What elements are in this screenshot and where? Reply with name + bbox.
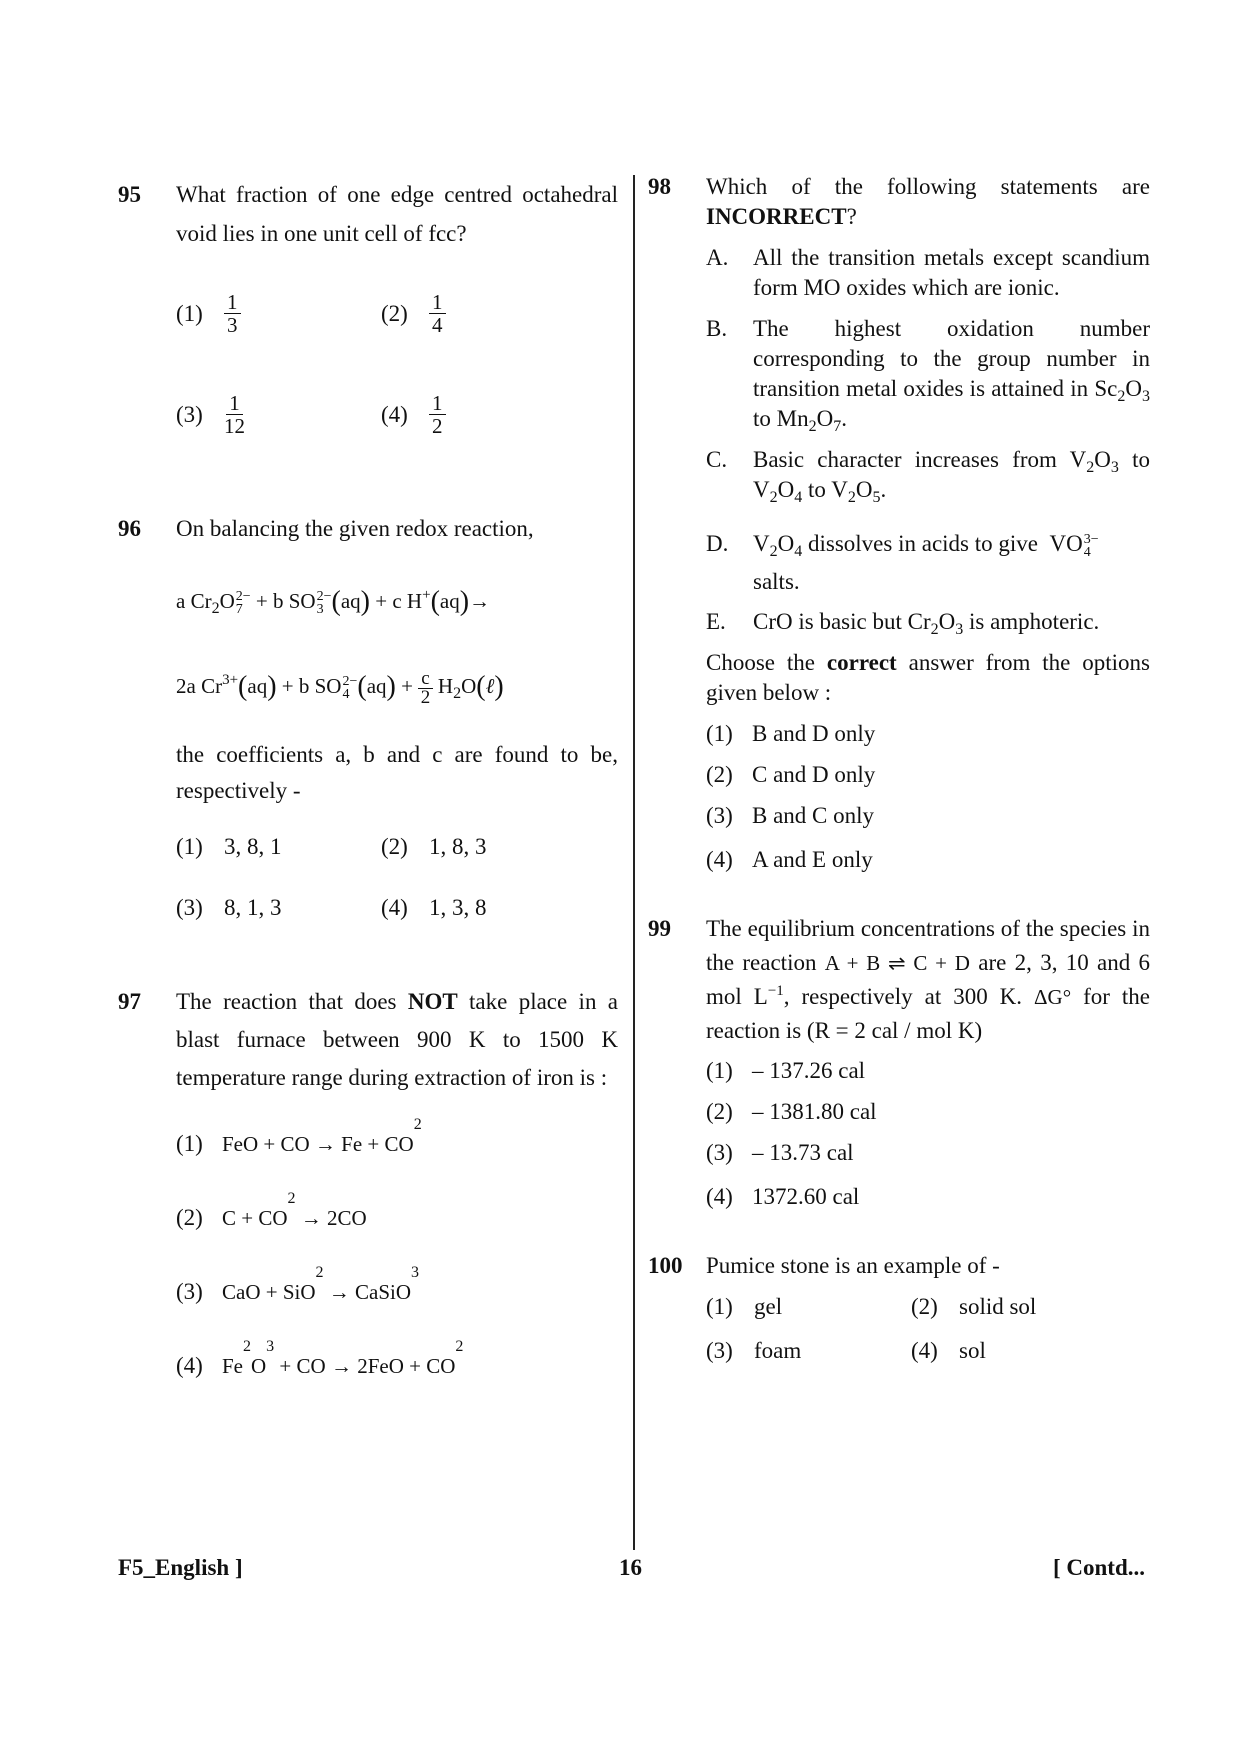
option-3[interactable]: (3) 8, 1, 3 <box>176 894 282 920</box>
option-2[interactable]: (2) solid sol <box>911 1294 1037 1319</box>
question-97 <box>118 983 618 1385</box>
question-number: 98 <box>648 174 671 199</box>
question-96 <box>118 509 618 927</box>
option-4[interactable]: (4) 1372.60 cal <box>706 1184 860 1209</box>
option-4[interactable]: (4) $\frac{1}{2}$ <box>381 392 586 437</box>
question-95 <box>118 175 618 437</box>
question-number: 99 <box>648 916 671 941</box>
question-100 <box>648 1251 1150 1366</box>
question-number: 100 <box>648 1253 683 1278</box>
option-2[interactable]: (2) $\frac{1}{4}$ <box>381 291 586 336</box>
option-2[interactable]: (2) C and D only <box>706 762 876 787</box>
option-2[interactable]: (2) C + CO 2 → 2CO <box>176 1189 367 1230</box>
option-3[interactable]: (3) $\frac{1}{12}$ <box>176 391 245 438</box>
question-99 <box>648 912 1150 1212</box>
option-2[interactable]: (2) – 1381.80 cal <box>706 1099 877 1124</box>
question-continuation: the coefficients a, b and c are found to be, respectively - <box>176 741 618 803</box>
option-1[interactable]: (1) – 137.26 cal <box>706 1058 866 1083</box>
statements <box>706 243 1150 637</box>
fraction: $\frac{1}{3}$ <box>224 291 241 336</box>
option-3[interactable]: (3) foam <box>706 1338 802 1363</box>
question-text: Which of the following statements are INCORRECT? <box>706 174 1150 229</box>
fraction: $\frac{1}{12}$ <box>224 391 245 438</box>
column-divider <box>633 175 635 1550</box>
option-4[interactable]: (4) Fe 2 O 3 + CO → 2FeO + CO 2 <box>176 1337 464 1378</box>
option-3[interactable]: (3) B and C only <box>706 803 875 828</box>
question-number: 96 <box>118 516 141 541</box>
fraction: $\frac{1}{4}$ <box>429 291 446 336</box>
statement-a: A. All the transition metals except scandium form MO oxides which are ionic. <box>706 245 1150 300</box>
question-text: The equilibrium concentrations of the species in the reaction A + B ⇌ C + D are 2, 3, 10 and 6 mol $L^{-1}$, respectively at 300 K. ΔG° for the reaction is (R = 2 cal / mol K) <box>706 916 1151 1043</box>
option-3[interactable]: (3) CaO + SiO 2 → CaSiO 3 <box>176 1263 420 1304</box>
options <box>706 719 1150 875</box>
question-number: 95 <box>118 182 141 207</box>
left-column <box>118 175 618 1385</box>
option-4[interactable]: (4) A and E only <box>706 847 873 872</box>
question-text: On balancing the given redox reaction, <box>176 516 534 541</box>
statement-c: C. Basic character increases from $V_2O_3$ to $V_2O_4$ to $V_2O_5$. <box>706 447 1150 506</box>
fraction: $\frac{1}{2}$ <box>429 392 446 437</box>
options <box>706 1056 1150 1212</box>
statement-b: B. The highest oxidation number corresponding to the group number in transition metal oxides is attained in $Sc_2O_3$ to $Mn_2O_7$. <box>706 316 1151 435</box>
question-text: The reaction that does NOT take place in a blast furnace between 900 K to 1500 K temperature range during extraction of iron is : <box>176 988 618 1090</box>
statement-d: D. $V_2O_4$ dissolves in acids to give VO 3− 4 salts. <box>706 531 1099 594</box>
question-text: Pumice stone is an example of - <box>706 1253 1000 1278</box>
options <box>176 291 618 437</box>
question-text: What fraction of one edge centred octahedral void lies in one unit cell of fcc? <box>176 182 618 246</box>
option-1[interactable]: (1) FeO + CO → Fe + CO 2 <box>176 1115 422 1156</box>
option-4[interactable]: (4) 1, 3, 8 <box>381 894 487 920</box>
question-98 <box>648 172 1150 875</box>
footer-contd: [ Contd... <box>1052 1555 1145 1580</box>
options <box>706 1292 1150 1366</box>
option-1[interactable]: (1) 3, 8, 1 <box>176 833 282 859</box>
option-2[interactable]: (2) 1, 8, 3 <box>381 833 487 859</box>
equation-line-2: 2a $Cr^{3+}(aq) + b$ SO 2− 4 (aq) + $\frac{c}{2}$ $H_2O(\ell)$ <box>176 667 504 708</box>
footer-code: F5_English ] <box>118 1555 243 1580</box>
option-1[interactable]: (1) gel <box>706 1294 783 1319</box>
option-1[interactable]: (1) B and D only <box>706 721 876 746</box>
question-number: 97 <box>118 988 141 1014</box>
option-4[interactable]: (4) sol <box>911 1338 986 1363</box>
statement-e: E. CrO is basic but $Cr_2O_3$ is amphoteric. <box>706 609 1100 638</box>
option-1[interactable]: (1) $\frac{1}{3}$ <box>176 291 381 336</box>
choose-instruction: Choose the correct answer from the options given below : <box>706 650 1150 705</box>
page-number: 16 <box>619 1555 642 1580</box>
right-column <box>648 172 1150 1366</box>
options <box>176 827 618 927</box>
options <box>176 1115 618 1385</box>
equation-line-1: a $Cr_2O$ 2− 7 + b SO 2− 3 (aq) + c H+(aq)→ <box>176 586 491 618</box>
option-3[interactable]: (3) – 13.73 cal <box>706 1140 854 1165</box>
